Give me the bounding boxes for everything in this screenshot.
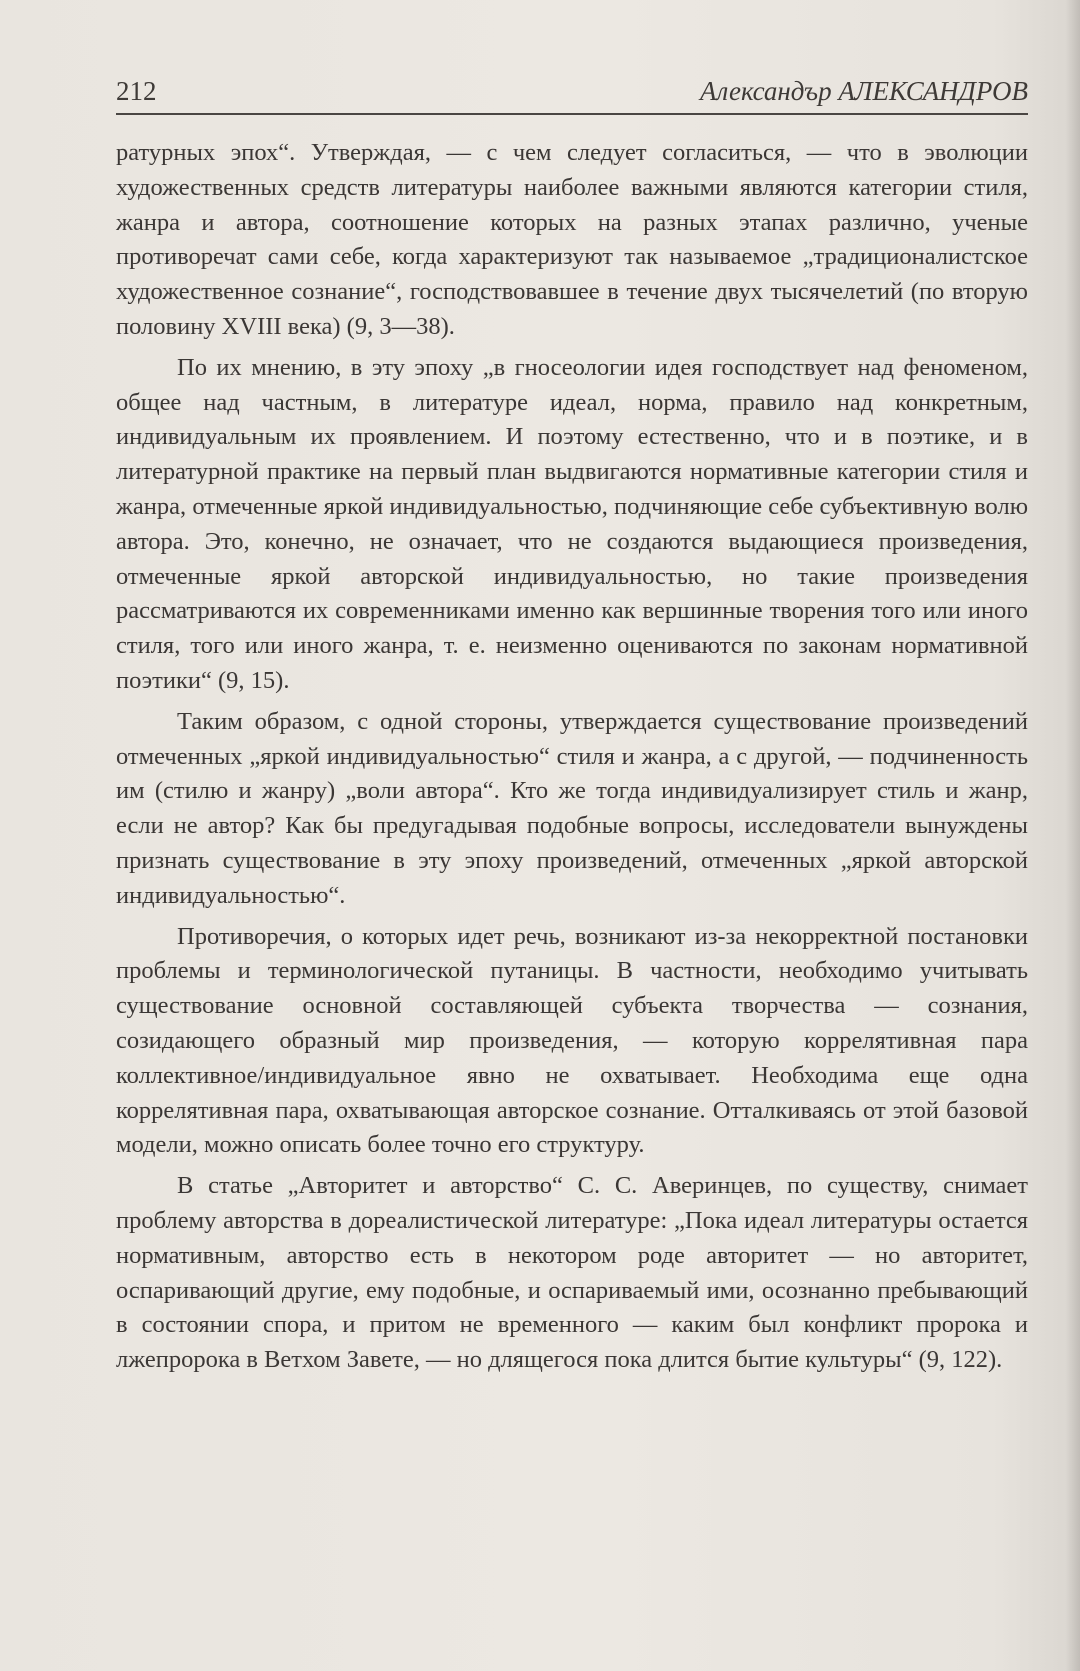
header-rule [116,113,1028,115]
paragraph-1: ратурных эпох“. Утверждая, — с чем следует согласиться, — что в эволюции художественных средств литературы наиболее важными являются категории стиля, жанра и автора, соотношение которых на разных этапах различно, ученые противоречат сами себе, когда характеризуют так называемое „традиционалистское художественное сознание“, господствовавшее в течение двух тысячелетий (по вторую половину XVIII века) (9, 3—38). [116,139,1028,340]
paragraph-5: В статье „Авторитет и авторство“ С. С. Аверинцев, по существу, снимает проблему авторства в дореалистической литературе: „Пока идеал литературы остается нормативным, авторство есть в некотором роде авторитет — но авторитет, оспаривающий другие, ему подобные, и оспариваемый ими, осознанно пребывающий в состоянии спора, и притом не временного — каким был конфликт пророка и лжепророка в Ветхом Завете, — но длящегося пока длится бытие культуры“ (9, 122). [116,1172,1028,1374]
paragraph-4: Противоречия, о которых идет речь, возникают из-за некорректной постановки проблемы и терминологической путаницы. В частности, необходимо учитывать существование основной составляющей субъекта творчества — сознания, созидающего образный мир произведения, — которую коррелятивная пара коллективное/индивидуальное явно не охватывает. Необходима еще одна коррелятивная пара, охватывающая авторское сознание. Отталкиваясь от этой базовой модели, можно описать более точно его структуру. [116,922,1028,1159]
body-text [116,136,1028,1384]
paragraph-2: По их мнению, в эту эпоху „в гносеологии идея господствует над феноменом, общее над частным, в литературе идеал, норма, правило над конкретным, индивидуальным их проявлением. И поэтому естественно, что и в поэтике, и в литературной практике на первый план выдвигаются нормативные категории стиля и жанра, отмеченные яркой индивидуальностью, подчиняющие себе субъективную волю автора. Это, конечно, не означает, что не создаются выдающиеся произведения, отмеченные яркой авторской индивидуальностью, но такие произведения рассматриваются их современниками именно как вершинные творения того или иного стиля, того или иного жанра, т. е. неизменно оцениваются по законам нормативной поэтики“ (9, 15). [116,353,1028,694]
page-header [116,74,1028,114]
running-head: Александър АЛЕКСАНДРОВ [700,76,1028,106]
page-edge-shadow [1066,0,1080,1671]
paragraph-3: Таким образом, с одной стороны, утверждается существование произведений отмеченных „яркой индивидуальностью“ стиля и жанра, а с другой, — подчиненность им (стилю и жанру) „воли автора“. Кто же тогда индивидуализирует стиль и жанр, если не автор? Как бы предугадывая подобные вопросы, исследователи вынуждены признать существование в эту эпоху произведений, отмеченных „яркой авторской индивидуальностью“. [116,707,1028,909]
page-number: 212 [116,76,157,106]
